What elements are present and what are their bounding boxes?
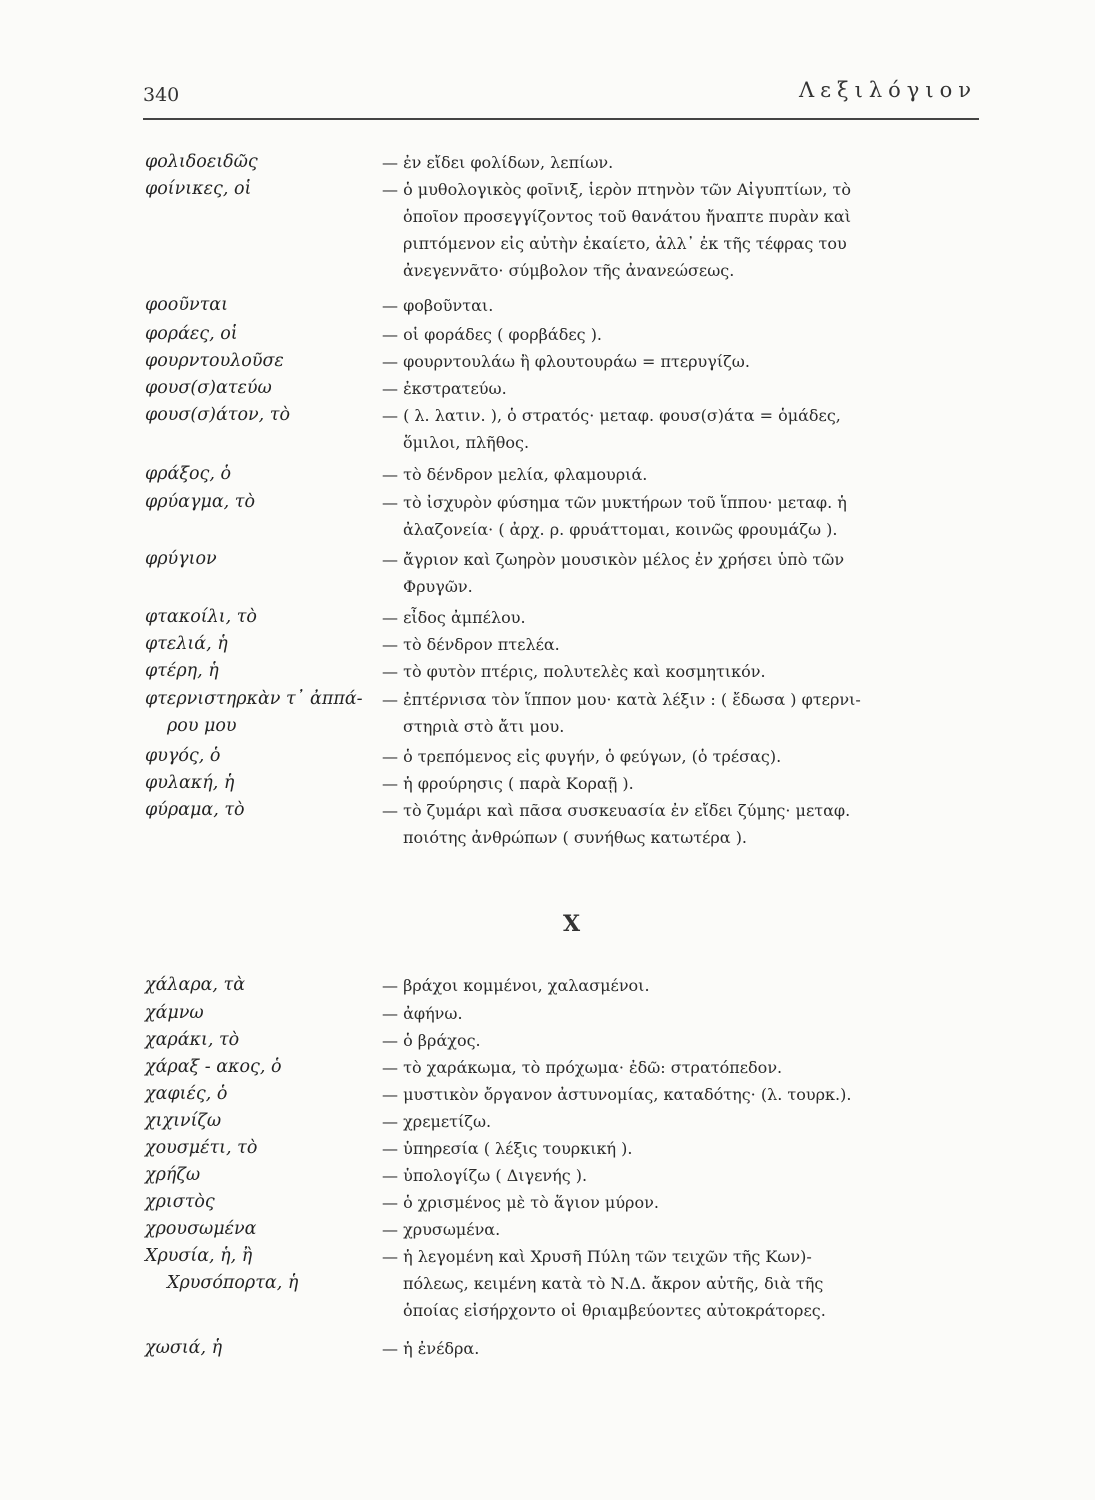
headword-line: φτέρη, ἡ [145, 661, 219, 681]
headword-line: χάμνω [145, 1003, 204, 1023]
definition-line: ποιότης ἀνθρώπων ( συνήθως κατωτέρα ). [403, 828, 748, 847]
definition-line: — ἐκστρατεύω. [382, 379, 507, 398]
entry-headword [145, 546, 217, 573]
entry-headword [145, 972, 245, 999]
entry-definition [382, 686, 987, 740]
headword-line: φράξος, ὁ [145, 464, 231, 484]
headword-line: φρύγιον [145, 549, 217, 569]
entry-definition [382, 1162, 987, 1189]
entry-headword [145, 321, 238, 348]
headword-line: χρουσωμένα [145, 1219, 257, 1239]
headword-line: ρου μου [167, 716, 237, 736]
definition-line: — τὸ δένδρον πτελέα. [382, 635, 560, 654]
headword-line: φύραμα, τὸ [145, 800, 245, 820]
definition-line: — εἶδος ἀμπέλου. [382, 608, 526, 627]
entry-headword [145, 797, 245, 824]
definition-line: — φοβοῦνται. [382, 296, 494, 315]
headword-line: φουσ(σ)ατεύω [145, 378, 272, 398]
headword-line: φτερνιστηρκὰν τ᾽ ἀππά- [145, 689, 363, 709]
headword-line: φοοῦνται [145, 295, 228, 315]
entry-definition [382, 631, 987, 658]
entry-definition [382, 1189, 987, 1216]
definition-line: — βράχοι κομμένοι, χαλασμένοι. [382, 976, 650, 995]
entry-definition [382, 348, 987, 375]
definition-line: — τὸ φυτὸν πτέρις, πολυτελὲς καὶ κοσμητικόν. [382, 662, 766, 681]
definition-line: — ὑπολογίζω ( Διγενής ). [382, 1166, 588, 1185]
entry-definition [382, 743, 987, 770]
page-header [143, 78, 983, 122]
entry-definition [382, 797, 987, 851]
headword-line: φρύαγμα, τὸ [145, 492, 255, 512]
definition-line: — τὸ δένδρον μελία, φλαμουριά. [382, 465, 648, 484]
entry-definition [382, 489, 987, 543]
entry-headword [145, 631, 228, 658]
definition-line: — τὸ χαράκωμα, τὸ πρόχωμα· ἐδῶ: στρατόπεδον. [382, 1058, 783, 1077]
entry-headword [145, 461, 231, 488]
headword-line: φοράες, οἱ [145, 324, 238, 344]
entry-definition [382, 604, 987, 631]
headword-line: χωσιά, ἡ [145, 1338, 223, 1358]
definition-line: — ἐπτέρνισα τὸν ἵππον μου· κατὰ λέξιν : ( ἔδωσα ) φτερνι- [382, 690, 861, 709]
headword-line: φυλακή, ἡ [145, 773, 235, 793]
headword-line: χιχινίζω [145, 1111, 222, 1131]
page-number: 340 [143, 84, 180, 106]
definition-line: — μυστικὸν ὄργανον ἀστυνομίας, καταδότης· (λ. τουρκ.). [382, 1085, 852, 1104]
definition-line: στηριὰ στὸ ἄτι μου. [403, 717, 565, 736]
entry-definition [382, 292, 987, 319]
headword-line: Χρυσία, ἡ, ἢ [145, 1246, 253, 1266]
entry-definition [382, 402, 987, 456]
entry-definition [382, 1108, 987, 1135]
definition-line: — ὁ χρισμένος μὲ τὸ ἅγιον μύρον. [382, 1193, 659, 1212]
headword-line: χάραξ - ακος, ὁ [145, 1057, 282, 1077]
definition-line: ὅμιλοι, πλῆθος. [403, 433, 530, 452]
definition-line: — χρεμετίζω. [382, 1112, 492, 1131]
entry-definition [382, 972, 987, 999]
entry-headword [145, 489, 255, 516]
definition-line: ὁποῖον προσεγγίζοντος τοῦ θανάτου ἤναπτε πυρὰν καὶ [403, 207, 851, 226]
entry-headword [145, 149, 258, 176]
headword-line: φουσ(σ)άτον, τὸ [145, 405, 290, 425]
entry-headword [145, 1027, 239, 1054]
entry-definition [382, 1135, 987, 1162]
entry-definition [382, 1335, 987, 1362]
headword-line: χουσμέτι, τὸ [145, 1138, 258, 1158]
entry-definition [382, 321, 987, 348]
definition-line: — ἡ ἐνέδρα. [382, 1339, 480, 1358]
entry-headword [145, 743, 220, 770]
definition-line: — χρυσωμένα. [382, 1220, 501, 1239]
headword-line: χρήζω [145, 1165, 201, 1185]
entry-definition [382, 1081, 987, 1108]
entry-headword [145, 1162, 200, 1189]
definition-line: — ἄγριον καὶ ζωηρὸν μουσικὸν μέλος ἐν χρήσει ὑπὸ τῶν [382, 550, 845, 569]
definition-line: — ὑπηρεσία ( λέξις τουρκική ). [382, 1139, 633, 1158]
entry-headword [145, 658, 219, 685]
entry-headword [145, 1243, 298, 1297]
definition-line: ὁποίας εἰσήρχοντο οἱ θριαμβεύοντες αὐτοκράτορες. [403, 1301, 826, 1320]
entry-definition [382, 658, 987, 685]
headword-line: χαράκι, τὸ [145, 1030, 240, 1050]
entry-headword [145, 1335, 222, 1362]
entry-definition [382, 375, 987, 402]
headword-line: φοίνικες, οἱ [145, 179, 252, 199]
headword-line: φυγός, ὁ [145, 746, 221, 766]
entry-headword [145, 292, 228, 319]
entry-definition [382, 1000, 987, 1027]
entry-definition [382, 1054, 987, 1081]
definition-line: Φρυγῶν. [403, 577, 473, 596]
definition-line: — ὁ τρεπόμενος εἰς φυγήν, ὁ φεύγων, (ὁ τρέσας). [382, 747, 782, 766]
definition-line: — ἡ λεγομένη καὶ Χρυσῆ Πύλη τῶν τειχῶν τῆς Κων)- [382, 1247, 812, 1266]
entry-headword [145, 1216, 257, 1243]
definition-line: πόλεως, κειμένη κατὰ τὸ Ν.Δ. ἄκρον αὐτῆς, διὰ τῆς [403, 1274, 824, 1293]
headword-line: χαφιές, ὁ [145, 1084, 228, 1104]
definition-line: ριπτόμενον εἰς αὐτὴν ἐκαίετο, ἀλλ᾽ ἐκ τῆς τέφρας του [403, 234, 847, 253]
definition-line: — τὸ ζυμάρι καὶ πᾶσα συσκευασία ἐν εἴδει ζύμης· μεταφ. [382, 801, 851, 820]
definition-line: — ἀφήνω. [382, 1004, 463, 1023]
entry-headword [145, 375, 272, 402]
entry-headword [145, 770, 234, 797]
headword-line: φτακοίλι, τὸ [145, 607, 257, 627]
entry-headword [145, 604, 257, 631]
headword-line: φτελιά, ἡ [145, 634, 228, 654]
entry-headword [145, 686, 363, 740]
entry-definition [382, 1243, 987, 1324]
definition-line: — ( λ. λατιν. ), ὁ στρατός· μεταφ. φουσ(σ)άτα = ὁμάδες, [382, 406, 841, 425]
entry-headword [145, 1135, 257, 1162]
running-title: Λεξιλόγιον [799, 78, 977, 102]
headword-line: φουρντουλοῦσε [145, 351, 284, 371]
definition-line: — ὁ μυθολογικὸς φοῖνιξ, ἱερὸν πτηνὸν τῶν Αἰγυπτίων, τὸ [382, 180, 852, 199]
entry-headword [145, 402, 290, 429]
entry-definition [382, 461, 987, 488]
headword-line: χάλαρα, τὰ [145, 975, 246, 995]
headword-line: φολιδοειδῶς [145, 152, 258, 172]
entry-headword [145, 348, 284, 375]
entry-headword [145, 1000, 204, 1027]
entry-definition [382, 1027, 987, 1054]
definition-line: — ὁ βράχος. [382, 1031, 481, 1050]
definition-line: — ἐν εἴδει φολίδων, λεπίων. [382, 153, 614, 172]
entry-definition [382, 546, 987, 600]
header-rule [143, 118, 979, 120]
section-letter-chi: Χ [563, 911, 581, 937]
entry-definition [382, 1216, 987, 1243]
definition-line: ἀνεγεννᾶτο· σύμβολον τῆς ἀνανεώσεως. [403, 261, 735, 280]
entry-headword [145, 1189, 215, 1216]
definition-line: — φουρντουλάω ἢ φλουτουράω = πτερυγίζω. [382, 352, 750, 371]
entry-definition [382, 770, 987, 797]
entry-definition [382, 149, 987, 176]
entry-definition [382, 176, 987, 284]
entry-headword [145, 1054, 282, 1081]
definition-line: — ἡ φρούρησις ( παρὰ Κοραῇ ). [382, 774, 634, 793]
definition-line: ἀλαζονεία· ( ἀρχ. ρ. φρυάττομαι, κοινῶς φρουμάζω ). [403, 520, 838, 539]
entry-headword [145, 1081, 227, 1108]
entry-headword [145, 1108, 221, 1135]
headword-line: Χρυσόπορτα, ἡ [167, 1273, 299, 1293]
headword-line: χριστὸς [145, 1192, 215, 1212]
definition-line: — οἱ φοράδες ( φορβάδες ). [382, 325, 603, 344]
entry-headword [145, 176, 251, 203]
definition-line: — τὸ ἰσχυρὸν φύσημα τῶν μυκτήρων τοῦ ἵππου· μεταφ. ἡ [382, 493, 847, 512]
